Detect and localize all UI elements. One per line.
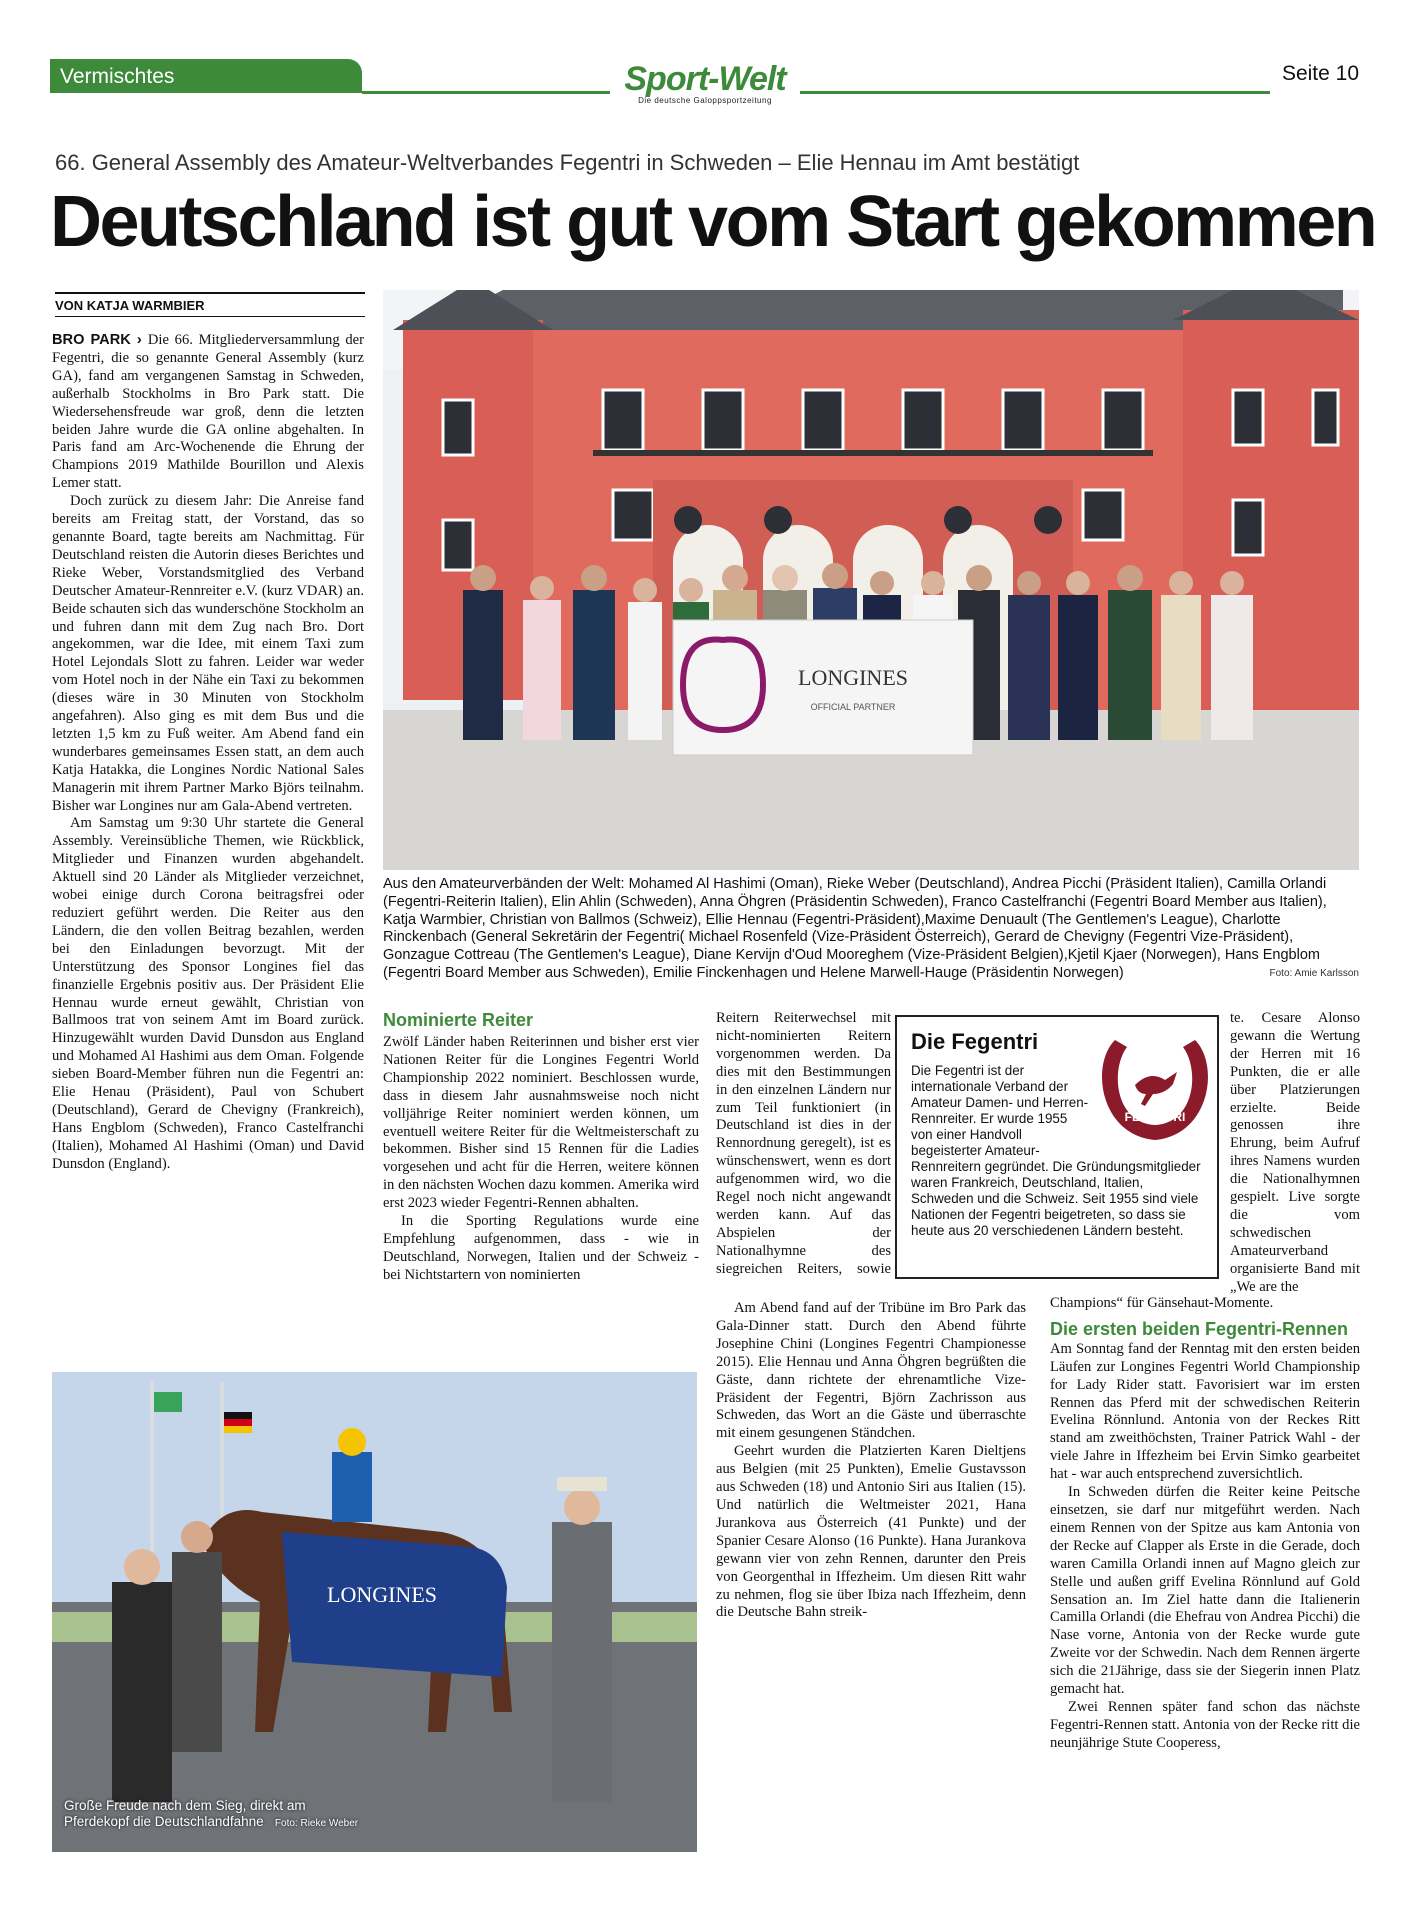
winner-photo-caption	[64, 1798, 358, 1832]
paragraph: Doch zurück zu diesem Jahr: Die Anreise fand bereits am Freitag statt, der Vorstand, das so genannte Board, tagte bereits am Nachmittag. Für Deutschland reisten die Autorin dieses Berichtes und Rieke Weber, Vorstandsmitglied des Verband Deutscher Amateur-Rennreiter e.V. (kurz VDAR) an. Beide schauten sich das wunderschöne Stockholm an und fuhren dann mit dem Zug nach Bro. Dort angekommen, war die Idee, mit einem Taxi zum Hotel Lejondals Slott zu fahren. Leider war weder vom Hotel noch in der Nähe ein Taxi zu bekommen (dieses wäre in 30 Minuten von Stockholm angefahren). Also ging es mit dem Bus und die letzten 1,5 km zu Fuß weiter. Am Abend fand ein wunderbares gemeinsames Essen statt, an dem auch Katja Hatakka, die Longines Nordic National Sales Managerin mit ihrem Partner Marko Björs teilnahm. Bisher war Longines nur am Gala-Abend vertreten.	[52, 493, 364, 814]
paragraph: In die Sporting Regulations wurde eine Empfehlung aufgenommen, dass - wie in Deutschland, Norwegen, Italien und der Schweiz - bei Nichtstartern von nominierten	[383, 1213, 699, 1283]
paragraph: Zwei Rennen später fand schon das nächste Fegentri-Rennen statt. Antonia von der Recke ritt die neunjährige Stute Cooperess,	[1050, 1698, 1360, 1751]
caption-text: Aus den Amateurverbänden der Welt: Mohamed Al Hashimi (Oman), Rieke Weber (Deutschland), Andrea Picchi (Präsident Italien), Camilla Orlandi (Fegentri-Reiterin Italien), Elin Ahlin (Schweden), Anna Öhgren (Präsidentin Schweden), Franco Castelfranchi (Fegentri Board Member aus Italien), Katja Warmbier, Christian von Ballmos (Schweiz), Ellie Hennau (Fegentri-Präsident),Maxime Denuault (The Gentlemen's League), Charlotte Rinckenbach (General Sekretärin der Fegentri( Michael Rosenfeld (Vize-Präsident Österreich), Gerard de Chevigny (Fegentri Vize-Präsident), Gonzague Cottreau (The Gentlemen's League), Diane Kervijn d'Oud Mooreghem (Vize-Präsident Belgien),Kjetil Kjaer (Norwegen), Hans Engblom (Fegentri Board Member aus Schweden), Emilie Finckenhagen und Helene Marwell-Hauge (Präsidentin Norwegen)	[383, 876, 1327, 981]
page-number: Seite 10	[1281, 62, 1359, 85]
paragraph-wrap: Reitern Reiterwechsel mit nicht-nominierten Reitern vorgenommen werden. Da dies mit den Bestimmungen in den einzelnen Ländern nur zum Teil funktioniert (in Deutschland ist dies in der Rennordnung geregelt), ist es wünschenswert, wenn es dort aufgenommen wird, wo die Regel noch nicht angewandt werden kann. Auf das Abspielen der Nationalhymne des siegreichen Reiters, sowie	[716, 1010, 891, 1277]
caption-line-2: Pferdekopf die Deutschlandfahne	[64, 1814, 264, 1829]
column-3-body	[716, 1300, 1026, 1622]
fegentri-logo-text: FEGENTRI	[1124, 1110, 1186, 1124]
group-photo	[383, 290, 1359, 870]
fact-box-text	[911, 1063, 1203, 1239]
paragraph: Am Sonntag fand der Renntag mit den ersten beiden Läufen zur Longines Fegentri World Championship for Lady Rider statt. Favorisiert war im ersten Rennen das Pferd mit der schwedischen Reiterin Evelina Rönnlund. Antonia von der Reckes Ritt stand am zweithöchsten, Trainer Patrick Wahl - der viele Jahre in Iffezheim bei Ervin Simko gearbeitet hat - war auch entsprechend zuversichtlich.	[1050, 1340, 1360, 1483]
banner-sub-text: OFFICIAL PARTNER	[810, 702, 896, 712]
fact-box	[895, 1015, 1219, 1279]
paragraph: Geehrt wurden die Platzierten Karen Dieltjens aus Belgien (mit 25 Punkten), Emelie Gustavsson aus Schweden (18) und Antonio Siri aus Italien (15). Und natürlich die Weltmeister 2021, Hana Jurankova aus Österreich (41 Punkte) und der Spanier Cesare Alonso (16 Punkte). Hana Jurankova gewann vier von zehn Rennen, darunter den Preis von Georgenthal in Iffezheim. Um diesen Ritt wahr zu nehmen, flog sie über Ibiza nach Iffezheim, denn die Deutsche Bahn streik-	[716, 1443, 1026, 1621]
paragraph: Zwölf Länder haben Reiterinnen und bisher erst vier Nationen Reiter für die Longines Fegentri World Championship 2022 nominiert. Beschlossen wurde, dass in diesem Jahr ausnahmsweise noch nicht volljährige Reiter nominiert werden können, um eventuell weitere Reiter für die Weltmeisterschaft zu bekommen. Bisher sind 15 Rennen für die Ladies vorgesehen und acht für die Herren, weitere können in den nächsten Wochen dazu kommen. Amerika wird erst 2023 wieder Fegentri-Rennen abhalten.	[383, 1034, 699, 1212]
column-4-body	[1050, 1295, 1360, 1753]
byline: VON KATJA WARMBIER	[55, 292, 365, 317]
paragraph: Die 66. Mitgliederversammlung der Fegentri, die so genannte General Assembly (kurz GA), fand am vergangenen Samstag in Schweden, außerhalb Stockholms in Bro Park statt. Die Wiedersehensfreude war groß, denn die letzten beiden Jahre wurde die GA online abgehalten. In Paris fand am Arc-Wochenende die Ehrung der Champions 2019 Mathilde Bourillon und Alexis Lemer statt.	[52, 332, 364, 492]
subheading-erste-rennen: Die ersten beiden Fegentri-Rennen	[1050, 1318, 1349, 1339]
dateline-arrow-icon: ›	[130, 332, 148, 348]
column-3-top	[716, 1010, 891, 1278]
logo-brand: Sport-Welt	[624, 60, 786, 98]
paragraph: In Schweden dürfen die Reiter keine Peitsche einsetzen, sie darf nur mitgeführt werden. Nach einem Rennen von der Spitze aus kam Antonia von der Recke auf Clapper als Erste in die Gerade, doch waren Camilla Orlandi innen auf Magno gleich zur Stelle und außen griff Evelina Rönnlund auf Gold Sensation an. Im Ziel hatte dann die Italienerin Camilla Orlandi (die Ehefrau von Andrea Picchi) die Nase vorne, Antonia von der Recke wurde gute Zweite vor der Schwedin. Nach dem Rennen ärgerte sich die 21Jährige, dass sie der Siegerin innen Platz gemacht hat.	[1050, 1484, 1360, 1698]
article-headline: Deutschland ist gut vom Start gekommen	[50, 182, 1376, 262]
fact-box-title: Die Fegentri	[911, 1029, 1039, 1054]
paragraph: Champions“ für Gänsehaut-Momente.	[1050, 1295, 1274, 1311]
group-photo-caption	[383, 876, 1359, 983]
paragraph: Am Samstag um 9:30 Uhr startete die General Assembly. Vereinsübliche Themen, wie Rückblick, Mitglieder und Finanzen wurden abgehandelt. Aktuell sind 20 Länder als Mitglieder verzeichnet, wobei einige durch Corona beitragsfrei oder reduziert geführt werden. Die Reiter aus den Ländern, die den vollen Beitrag bezahlen, werden bei den Einladungen bevorzugt. Mit der Unterstützung des Sponsor Longines fiel das finanzielle Ergebnis positiv aus. Der Präsident Elie Hennau wurde erneut gewählt, Christian von Ballmoos trat von seinem Amt im Board zurück. Hinzugewählt wurden David Dunsdon aus England und Mohamed Al Hashimi aus dem Oman. Folgende sieben Board-Member führen nun die Fegentri an: Elie Henau (Präsident), Paul von Schubert (Deutschland), Gerard de Chevigny (Frankreich), Hans Engblom (Schweden), Franco Castelfranchi (Italien), Mohamed Al Hashimi (Oman) und David Dunsdon (England).	[52, 815, 364, 1172]
caption-line-1: Große Freude nach dem Sieg, direkt am	[64, 1798, 306, 1813]
dateline: BRO PARK	[52, 332, 131, 348]
paragraph: Am Abend fand auf der Tribüne im Bro Park das Gala-Dinner statt. Durch den Abend führte Josephine Chini (Longines Fegentri Championesse 2015). Elie Hennau und Anna Öhgren begrüßten die Gäste, dann richtete der ehrenamtliche Vize-Präsident der Fegentri, Björn Zachrisson aus Schweden, das Wort an die Gäste und überraschte mit einem gesungenen Ständchen.	[716, 1300, 1026, 1442]
article-kicker: 66. General Assembly des Amateur-Weltverbandes Fegentri in Schweden – Elie Hennau im Amt bestätigt	[55, 150, 1080, 175]
rubric-label: Vermischtes	[60, 65, 175, 88]
header-rule-right	[800, 91, 1270, 94]
photo-credit: Foto: Rieke Weber	[274, 1818, 359, 1829]
column-4-top	[1230, 1010, 1360, 1297]
blanket-text: LONGINES	[327, 1582, 437, 1607]
fact-box-body: Die Fegentri ist der internationale Verband der Amateur Damen- und Herren-Rennreiter. Er wurde 1955 von einer Handvoll begeisterter Amateur-Rennreitern gegründet. Die Gründungsmitglieder waren Frankreich, Deutschland, Italien, Schweden und die Schweiz. Seit 1955 sind viele Nationen der Fegentri beigetreten, so dass sie heute aus 20 verschiedenen Ländern besteht.	[911, 1063, 1201, 1238]
subheading-nominierte-reiter: Nominierte Reiter	[383, 1010, 534, 1030]
banner-brand-text: LONGINES	[798, 665, 908, 690]
masthead-logo	[612, 60, 798, 105]
winner-photo	[52, 1372, 697, 1852]
logo-subtitle: Die deutsche Galoppsportzeitung	[638, 96, 772, 105]
column-2	[383, 1034, 699, 1285]
column-1	[52, 332, 364, 1174]
section-rubric	[50, 59, 362, 93]
photo-credit: Foto: Amie Karlsson	[1269, 967, 1359, 979]
winner-photo-illustration	[52, 1372, 697, 1852]
group-photo-illustration	[383, 290, 1359, 870]
paragraph: te. Cesare Alonso gewann die Wertung der Herren mit 16 Punkten, die er alle über Platzierungen erzielte. Beide genossen ihre Ehrung, beim Aufruf ihres Namens wurden die Nationalhymnen gespielt. Live sorgte die vom schwedischen Amateurverband organisierte Band mit „We are the	[1230, 1010, 1360, 1295]
header-rule-left	[362, 91, 610, 94]
fegentri-logo-icon	[1095, 1025, 1215, 1150]
